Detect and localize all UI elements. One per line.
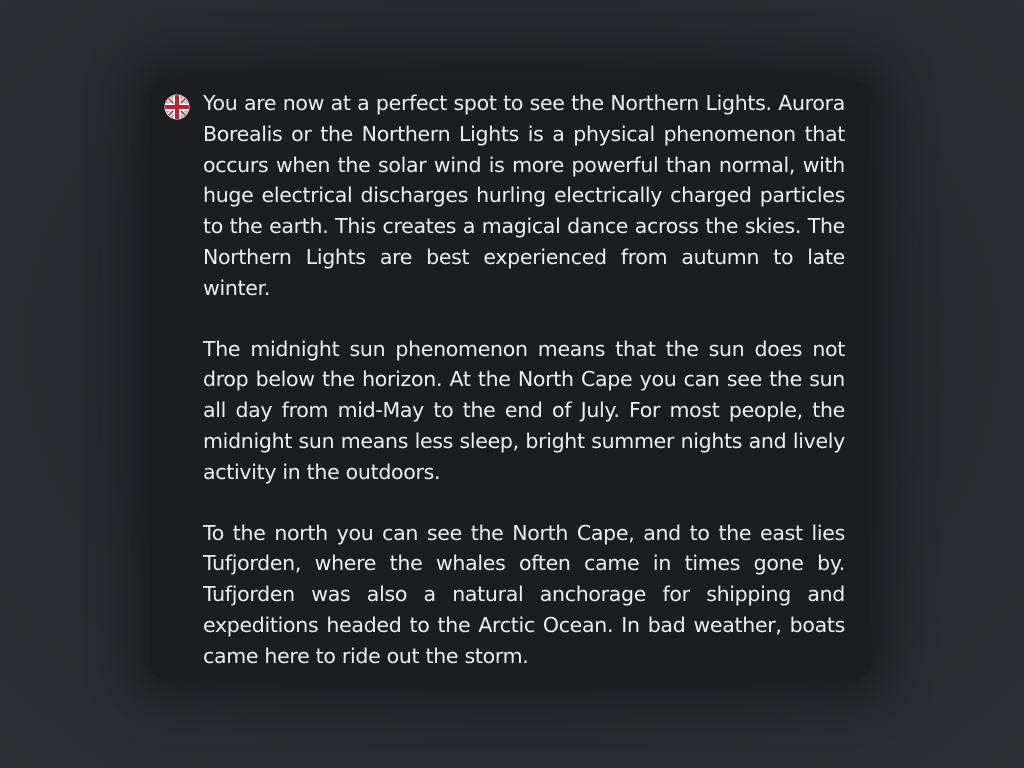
paragraph-north-cape: To the north you can see the North Cape, and to the east lies Tufjorden, where the whales often came in times gone by. Tufjorden was also a natural anchorage for shipping and expeditions headed to the Arctic Ocean. In bad weather, boats came here to ride out the storm. xyxy=(203,520,845,668)
info-text xyxy=(203,88,845,672)
uk-flag-icon xyxy=(164,94,190,120)
paragraph-midnight-sun: The midnight sun phenomenon means that the sun does not drop below the horizon. At the North Cape you can see the sun all day from mid-May to the end of July. For most people, the midnight sun means less sleep, bright summer nights and lively activity in the outdoors. xyxy=(203,336,845,484)
paragraph-northern-lights: You are now at a perfect spot to see the Northern Lights. Aurora Borealis or the Northern Lights is a physical phenomenon that occurs when the solar wind is more powerful than normal, with huge electrical discharges hurling electrically charged particles to the earth. This creates a magical dance across the skies. The Northern Lights are best experienced from autumn to late winter. xyxy=(203,91,845,300)
